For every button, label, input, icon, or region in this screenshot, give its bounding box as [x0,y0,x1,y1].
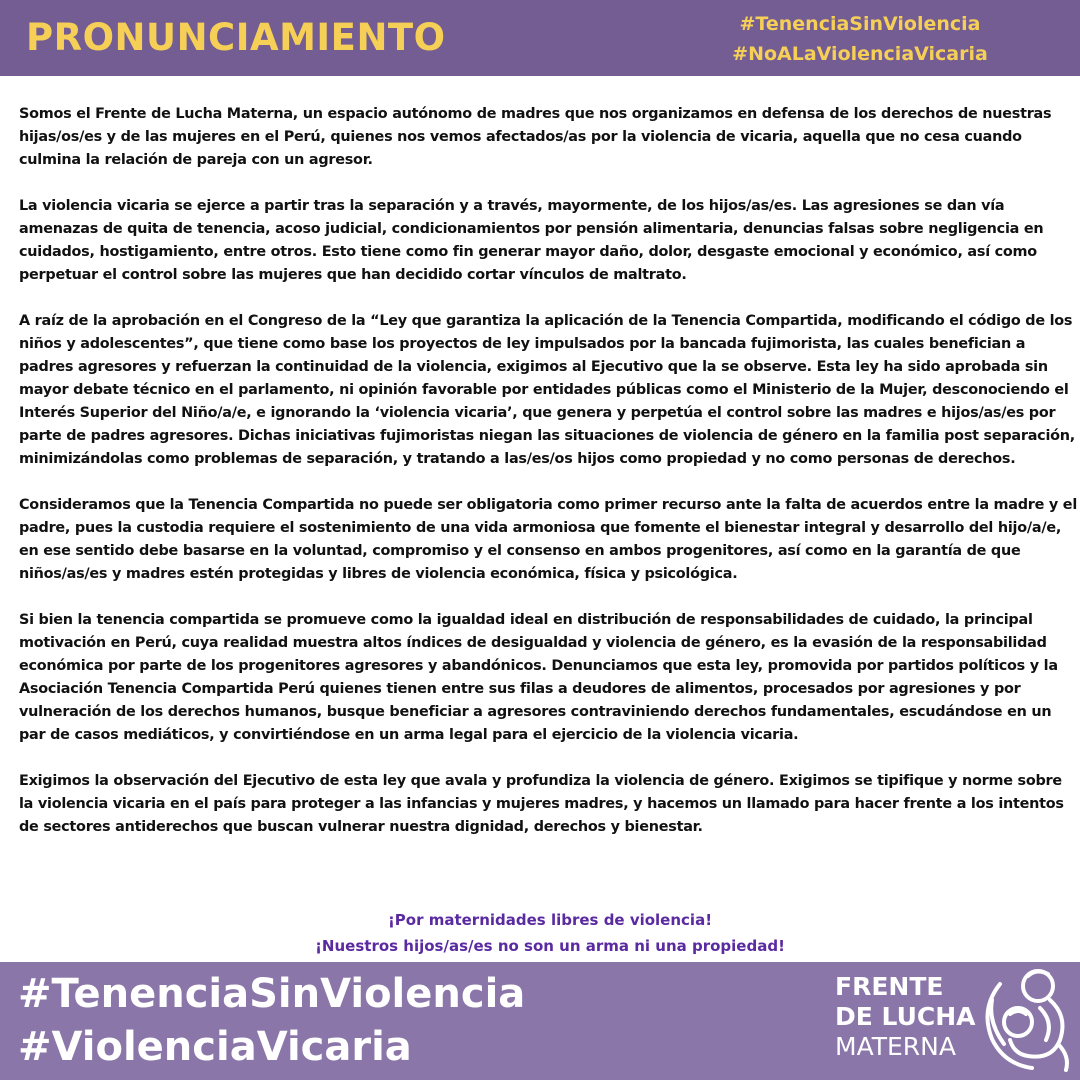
closing-line: ¡Nuestros hijos/as/es no son un arma ni una propiedad! [315,937,785,955]
footer-hashtag: #TenenciaSinViolencia [18,971,526,1017]
paragraph: Exigimos la observación del Ejecutivo de esta ley que avala y profundiza la violencia de género. Exigimos se tipifique y norme sobre la violencia vicaria en el país para proteger a las infancias y mujeres madres, y hacemos un llamado para hacer frente a los intentos de sectores antiderechos que buscan vulnerar nuestra dignidad, derechos y bienestar. [19,773,1064,835]
closing-slogans [0,907,1080,959]
page-title: PRONUNCIAMIENTO [26,16,446,59]
paragraph: Consideramos que la Tenencia Compartida no puede ser obligatoria como primer recurso ante la falta de acuerdos entre la madre y el padre, pues la custodia requiere el sostenimiento de una vida armoniosa que fomente el bienestar integral y desarrollo del hijo/a/e, en ese sentido debe basarse en la voluntad, compromiso y el consenso en ambos progenitores, así como en la garantía de que niños/as/es y madres estén protegidas y libres de violencia económica, física y psicológica. [19,497,1077,582]
closing-line: ¡Por maternidades libres de violencia! [387,911,713,929]
footer-hashtag: #ViolenciaVicaria [18,1024,412,1070]
logo-line: FRENTE [835,972,944,1001]
logo [818,962,1080,1080]
logo-text [835,972,976,1062]
statement-body [19,103,1077,862]
header-hashtags [680,9,1040,69]
paragraph: Si bien la tenencia compartida se promueve como la igualdad ideal en distribución de responsabilidades de cuidado, la principal motivación en Perú, cuya realidad muestra altos índices de desigualdad y violencia de género, es la evasión de la responsabilidad económica por parte de los progenitores agresores y abandónicos. Denunciamos que esta ley, promovida por partidos políticos y la Asociación Tenencia Compartida Perú quienes tienen entre sus filas a deudores de alimentos, procesados por agresiones y por vulneración de los derechos humanos, busque beneficiar a agresores contraviniendo derechos fundamentales, escudándose en un par de casos mediáticos, y convirtiéndose en un arma legal para el ejercicio de la violencia vicaria. [19,612,1058,743]
logo-line: MATERNA [835,1032,956,1061]
header-hashtag: #TenenciaSinViolencia [739,13,981,35]
header-bar [0,0,1080,76]
paragraph: La violencia vicaria se ejerce a partir tras la separación y a través, mayormente, de los hijos/as/es. Las agresiones se dan vía amenazas de quita de tenencia, acoso judicial, condicionamientos por pensión alimentaria, denuncias falsas sobre negligencia en cuidados, hostigamiento, entre otros. Esto tiene como fin generar mayor daño, dolor, desgaste emocional y económico, así como perpetuar el control sobre las mujeres que han decidido cortar vínculos de maltrato. [19,198,1044,283]
mother-and-child-icon [970,964,1078,1076]
footer-hashtags [18,968,525,1074]
header-hashtag: #NoALaViolenciaVicaria [732,43,988,65]
paragraph: Somos el Frente de Lucha Materna, un espacio autónomo de madres que nos organizamos en defensa de los derechos de nuestras hijas/os/es y de las mujeres en el Perú, quienes nos vemos afectados/as por la violencia de vicaria, aquella que no cesa cuando culmina la relación de pareja con un agresor. [19,106,1052,168]
paragraph: A raíz de la aprobación en el Congreso de la “Ley que garantiza la aplicación de la Tenencia Compartida, modificando el código de los niños y adolescentes”, que tiene como base los proyectos de ley impulsados por la bancada fujimorista, las cuales benefician a padres agresores y refuerzan la continuidad de la violencia, exigimos al Ejecutivo que la se observe. Esta ley ha sido aprobada sin mayor debate técnico en el parlamento, ni opinión favorable por entidades públicas como el Ministerio de la Mujer, desconociendo el Interés Superior del Niño/a/e, e ignorando la ‘violencia vicaria’, que genera y perpetúa el control sobre las madres e hijos/as/es por parte de padres agresores. Dichas iniciativas fujimoristas niegan las situaciones de violencia de género en la familia post separación, minimizándolas como problemas de separación, y tratando a las/es/os hijos como propiedad y no como personas de derechos. [19,313,1075,467]
logo-line: DE LUCHA [835,1002,976,1031]
